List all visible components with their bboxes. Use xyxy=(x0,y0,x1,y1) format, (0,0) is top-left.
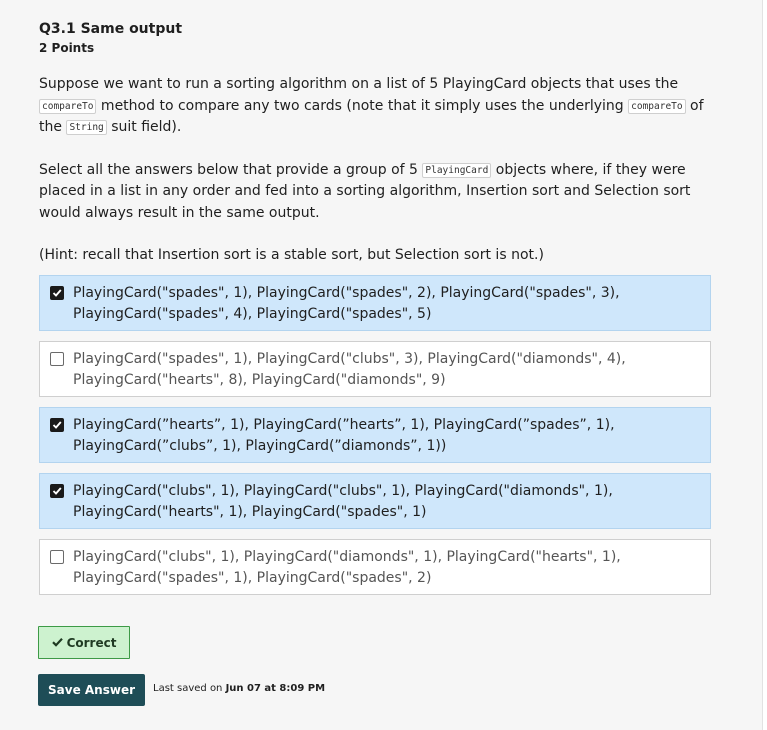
p1-text-c: of the xyxy=(39,97,704,135)
code-string: String xyxy=(66,120,106,135)
checkbox[interactable] xyxy=(50,484,64,498)
option-text-line-2: PlayingCard("hearts", 1), PlayingCard("spades", 1) xyxy=(73,504,427,520)
option-text-line-2: PlayingCard("hearts", 8), PlayingCard("diamonds", 9) xyxy=(73,372,446,388)
question-block xyxy=(39,20,710,605)
checkbox[interactable] xyxy=(50,286,64,300)
answer-option-4[interactable] xyxy=(39,473,711,529)
code-compareto-1: compareTo xyxy=(39,99,96,114)
answer-option-3[interactable] xyxy=(39,407,711,463)
answer-option-1[interactable] xyxy=(39,275,711,331)
option-text-line-1: PlayingCard("spades", 1), PlayingCard("spades", 2), PlayingCard("spades", 3), xyxy=(73,284,620,301)
last-saved-time: Jun 07 at 8:09 PM xyxy=(225,683,326,694)
option-text-line-1: PlayingCard("clubs", 1), PlayingCard("diamonds", 1), PlayingCard("hearts", 1), xyxy=(73,548,621,565)
option-text-line-1: PlayingCard("spades", 1), PlayingCard("clubs", 3), PlayingCard("diamonds", 4), xyxy=(73,350,626,367)
code-playingcard: PlayingCard xyxy=(422,163,491,178)
option-text-line-1: PlayingCard(”hearts”, 1), PlayingCard(”hearts”, 1), PlayingCard(”spades”, 1), xyxy=(73,416,615,433)
checkbox[interactable] xyxy=(50,352,64,366)
answer-options xyxy=(39,275,710,595)
last-saved-prefix: Last saved on xyxy=(153,683,226,694)
correct-label: Correct xyxy=(66,635,117,650)
checkbox[interactable] xyxy=(50,418,64,432)
question-paragraph-1 xyxy=(39,74,710,139)
code-compareto-2: compareTo xyxy=(628,99,685,114)
option-text-line-1: PlayingCard("clubs", 1), PlayingCard("clubs", 1), PlayingCard("diamonds", 1), xyxy=(73,482,613,499)
answer-option-2[interactable] xyxy=(39,341,711,397)
correct-status-badge xyxy=(38,626,130,659)
question-hint: (Hint: recall that Insertion sort is a stable sort, but Selection sort is not.) xyxy=(39,247,544,263)
p1-text-d: suit field). xyxy=(106,119,182,135)
check-icon xyxy=(52,636,63,650)
question-paragraph-2 xyxy=(39,160,710,225)
answer-option-5[interactable] xyxy=(39,539,711,595)
p1-text-a: Suppose we want to run a sorting algorithm on a list of 5 PlayingCard objects that uses the xyxy=(39,76,679,92)
p2-text-b: objects where, if they were placed in a list in any order and fed into a sorting algorithm, Insertion sort and Selection sort would always result in the same output. xyxy=(39,161,691,221)
option-text-line-2: PlayingCard(”clubs”, 1), PlayingCard(”diamonds”, 1)) xyxy=(73,438,447,454)
last-saved-text xyxy=(153,683,325,694)
p1-text-b: method to compare any two cards (note that it simply uses the underlying xyxy=(96,97,629,114)
question-title: Q3.1 Same output xyxy=(39,21,183,37)
checkbox[interactable] xyxy=(50,550,64,564)
option-text-line-2: PlayingCard("spades", 4), PlayingCard("spades", 5) xyxy=(73,306,432,322)
scrollbar-track[interactable] xyxy=(762,0,767,730)
p2-text-a: Select all the answers below that provide a group of 5 xyxy=(39,161,423,178)
question-points: 2 Points xyxy=(39,41,95,55)
option-text-line-2: PlayingCard("spades", 1), PlayingCard("spades", 2) xyxy=(73,570,432,586)
save-answer-button[interactable]: Save Answer xyxy=(38,674,145,706)
